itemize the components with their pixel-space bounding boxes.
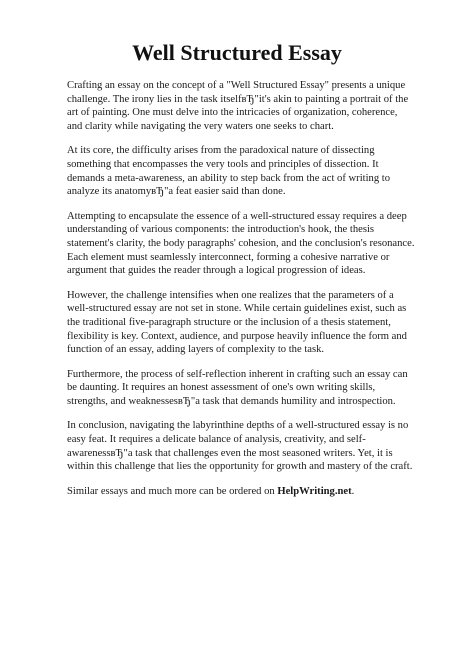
- closing-period: .: [351, 485, 355, 497]
- closing-line: [67, 485, 415, 499]
- brand-link[interactable]: HelpWriting.net: [277, 485, 352, 497]
- paragraph-6: In conclusion, navigating the labyrinthine depths of a well-structured essay is no easy feat. It requires a delicate balance of analysis, creativity, and self-awarenessвЂ"a task that challenges even the most seasoned writers. Yet, it is within this challenge that lies the opportunity for growth and mastery of the craft.: [67, 420, 413, 473]
- paragraph-2: At its core, the difficulty arises from the paradoxical nature of dissecting something that encompasses the very tools and principles of dissection. It demands a meta-awareness, an ability to step back from the act of writing to analyze its anatomyвЂ"a feat easier said than done.: [67, 145, 391, 198]
- essay-body: [67, 79, 415, 498]
- closing-text: Similar essays and much more can be ordered on: [67, 485, 275, 497]
- paragraph-5: Furthermore, the process of self-reflection inherent in crafting such an essay can be daunting. It requires an honest assessment of one's own writing skills, strengths, and weaknessesвЂ"a task that demands humility and introspection.: [67, 368, 408, 408]
- paragraph-1: Crafting an essay on the concept of a "Well Structured Essay" presents a unique challenge. The irony lies in the task itselfвЂ"it's akin to painting a portrait of the art of painting. One must delve into the intricacies of organization, coherence, and clarity while navigating the very waters one seeks to chart.: [67, 80, 409, 133]
- paragraph-3: Attempting to encapsulate the essence of a well-structured essay requires a deep understanding of various components: the introduction's hook, the thesis statement's clarity, the body paragraphs' cohesion, and the conclusion's resonance. Each element must seamlessly interconnect, forming a cohesive narrative or argument that guides the reader through a logical progression of ideas.: [67, 210, 415, 277]
- page-title: Well Structured Essay: [132, 40, 342, 65]
- paragraph-4: However, the challenge intensifies when one realizes that the parameters of a well-structured essay are not set in stone. While certain guidelines exist, such as the traditional five-paragraph structure or the inclusion of a thesis statement, flexibility is key. Context, audience, and purpose heavily influence the form and function of an essay, adding layers of complexity to the task.: [67, 289, 407, 356]
